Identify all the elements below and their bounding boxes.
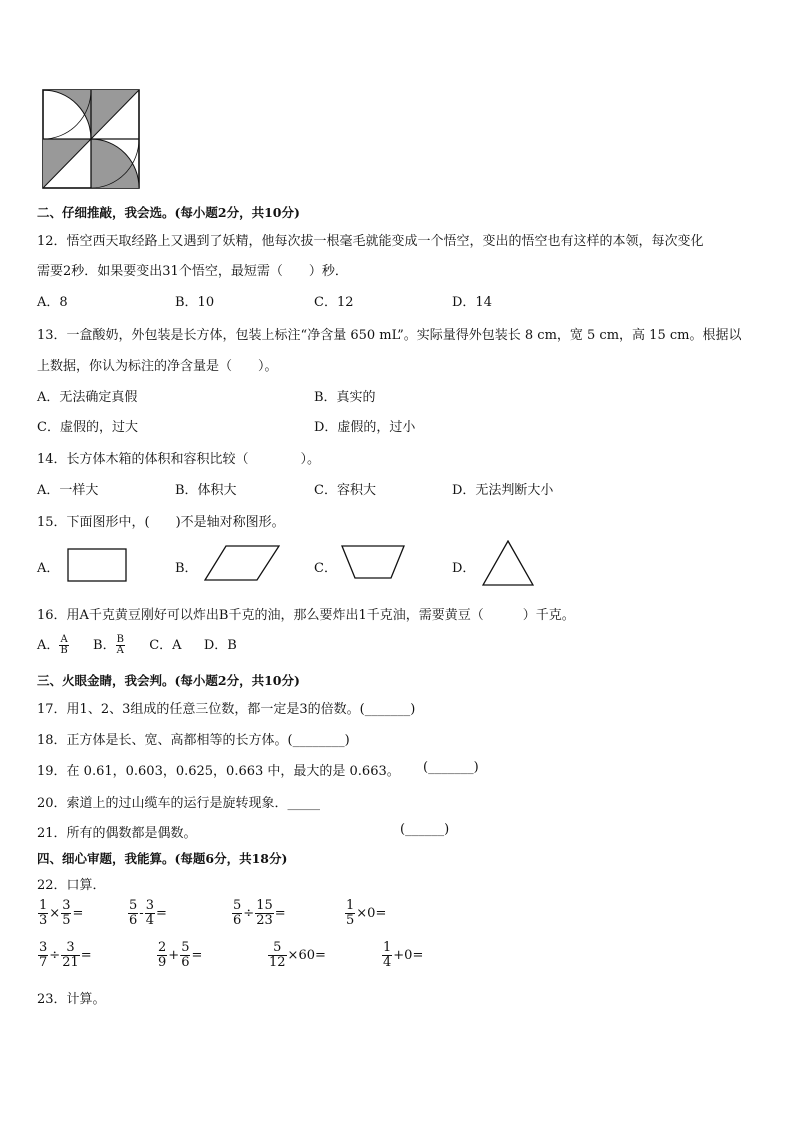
q15-option-d-label: D． <box>452 561 476 576</box>
q22: 22．口算． <box>37 878 106 893</box>
q16-options <box>37 634 237 657</box>
q15-option-c-label: C． <box>314 561 337 576</box>
q16-option-d: D．B <box>203 638 237 653</box>
q13-option-b: B．真实的 <box>314 390 376 405</box>
calc-r2-3: $\frac{5}{12}$ ×60= <box>269 940 326 970</box>
q14-line1: 14．长方体木箱的体积和容积比较（ ）。 <box>37 452 321 467</box>
calc-r1-1: $\frac{1}{3}$ × $\frac{3}{5}$ = <box>39 898 84 928</box>
q16-option-b-label: B． <box>93 638 116 653</box>
q13-line1: 13．一盒酸奶，外包装是长方体，包装上标注“净含量 650 mL”。实际量得外包装长 8 cm，宽 5 cm，高 15 cm。根据以 <box>37 328 742 343</box>
triangle-shape <box>482 540 534 586</box>
q15-option-b-label: B． <box>175 561 198 576</box>
q13-option-c: C．虚假的，过大 <box>37 420 138 435</box>
q13-line2: 上数据，你认为标注的净含量是（ ）。 <box>37 359 278 374</box>
section-2-title: 二、仔细推敲，我会选。(每小题2分，共10分) <box>37 205 300 220</box>
q16-option-a-label: A． <box>37 638 60 653</box>
q18: 18．正方体是长、宽、高都相等的长方体。(________) <box>37 733 350 748</box>
q21: 21．所有的偶数都是偶数。 <box>37 826 197 841</box>
q15-option-a-label: A． <box>37 561 60 576</box>
q14-option-d: D．无法判断大小 <box>452 483 554 498</box>
q14-option-a: A．一样大 <box>37 483 99 498</box>
q12-option-b: B．10 <box>175 295 215 310</box>
section-3-title: 三、火眼金睛，我会判。(每小题2分，共10分) <box>37 673 300 688</box>
calc-r2-4: $\frac{1}{4}$ +0= <box>383 940 424 970</box>
q12-option-d: D．14 <box>452 295 492 310</box>
q12-option-c: C．12 <box>314 295 354 310</box>
q13-option-d: D．虚假的，过小 <box>314 420 416 435</box>
parallelogram-shape <box>204 545 280 581</box>
section-4-title: 四、细心审题，我能算。(每题6分，共18分) <box>37 851 288 866</box>
pinwheel-figure <box>42 89 140 189</box>
calc-r2-2: $\frac{2}{9}$ + $\frac{5}{6}$ = <box>158 940 203 970</box>
q15-line1: 15．下面图形中，( )不是轴对称图形。 <box>37 515 285 530</box>
calc-r1-3: $\frac{5}{6}$ ÷ $\frac{15}{23}$ = <box>233 898 286 928</box>
q23: 23．计算。 <box>37 992 106 1007</box>
q16-line1: 16．用A千克黄豆刚好可以炸出B千克的油，那么要炸出1千克油，需要黄豆（ ）千克。 <box>37 608 575 623</box>
q20: 20．索道上的过山缆车的运行是旋转现象．_____ <box>37 796 321 811</box>
q21-blank: (______) <box>400 822 450 837</box>
q13-option-a: A．无法确定真假 <box>37 390 138 405</box>
q16-option-a-fraction: $\frac{A}{B}$ <box>60 633 68 656</box>
calc-r1-2: $\frac{5}{6}$ - $\frac{3}{4}$ = <box>129 898 167 928</box>
q19: 19．在 0.61，0.603，0.625，0.663 中，最大的是 0.663。 <box>37 764 400 779</box>
q16-option-b-fraction: $\frac{B}{A}$ <box>116 633 124 656</box>
trapezoid-shape <box>341 545 405 579</box>
q14-option-b: B．体积大 <box>175 483 237 498</box>
q12-line2: 需要2秒．如果要变出31个悟空，最短需（ ）秒． <box>37 264 348 279</box>
calc-r1-4: $\frac{1}{5}$ ×0= <box>346 898 387 928</box>
rectangle-shape <box>67 548 127 582</box>
calc-r2-1: $\frac{3}{7}$ ÷ $\frac{3}{21}$ = <box>39 940 92 970</box>
q17: 17．用1、2、3组成的任意三位数，都一定是3的倍数。(_______) <box>37 702 416 717</box>
q16-option-c: C．A <box>149 638 182 653</box>
q19-blank: (_______) <box>423 760 479 775</box>
q14-option-c: C．容积大 <box>314 483 376 498</box>
q12-line1: 12．悟空西天取经路上又遇到了妖精，他每次拔一根毫毛就能变成一个悟空，变出的悟空也有这样的本领，每次变化 <box>37 234 704 249</box>
q12-option-a: A．8 <box>37 295 68 310</box>
